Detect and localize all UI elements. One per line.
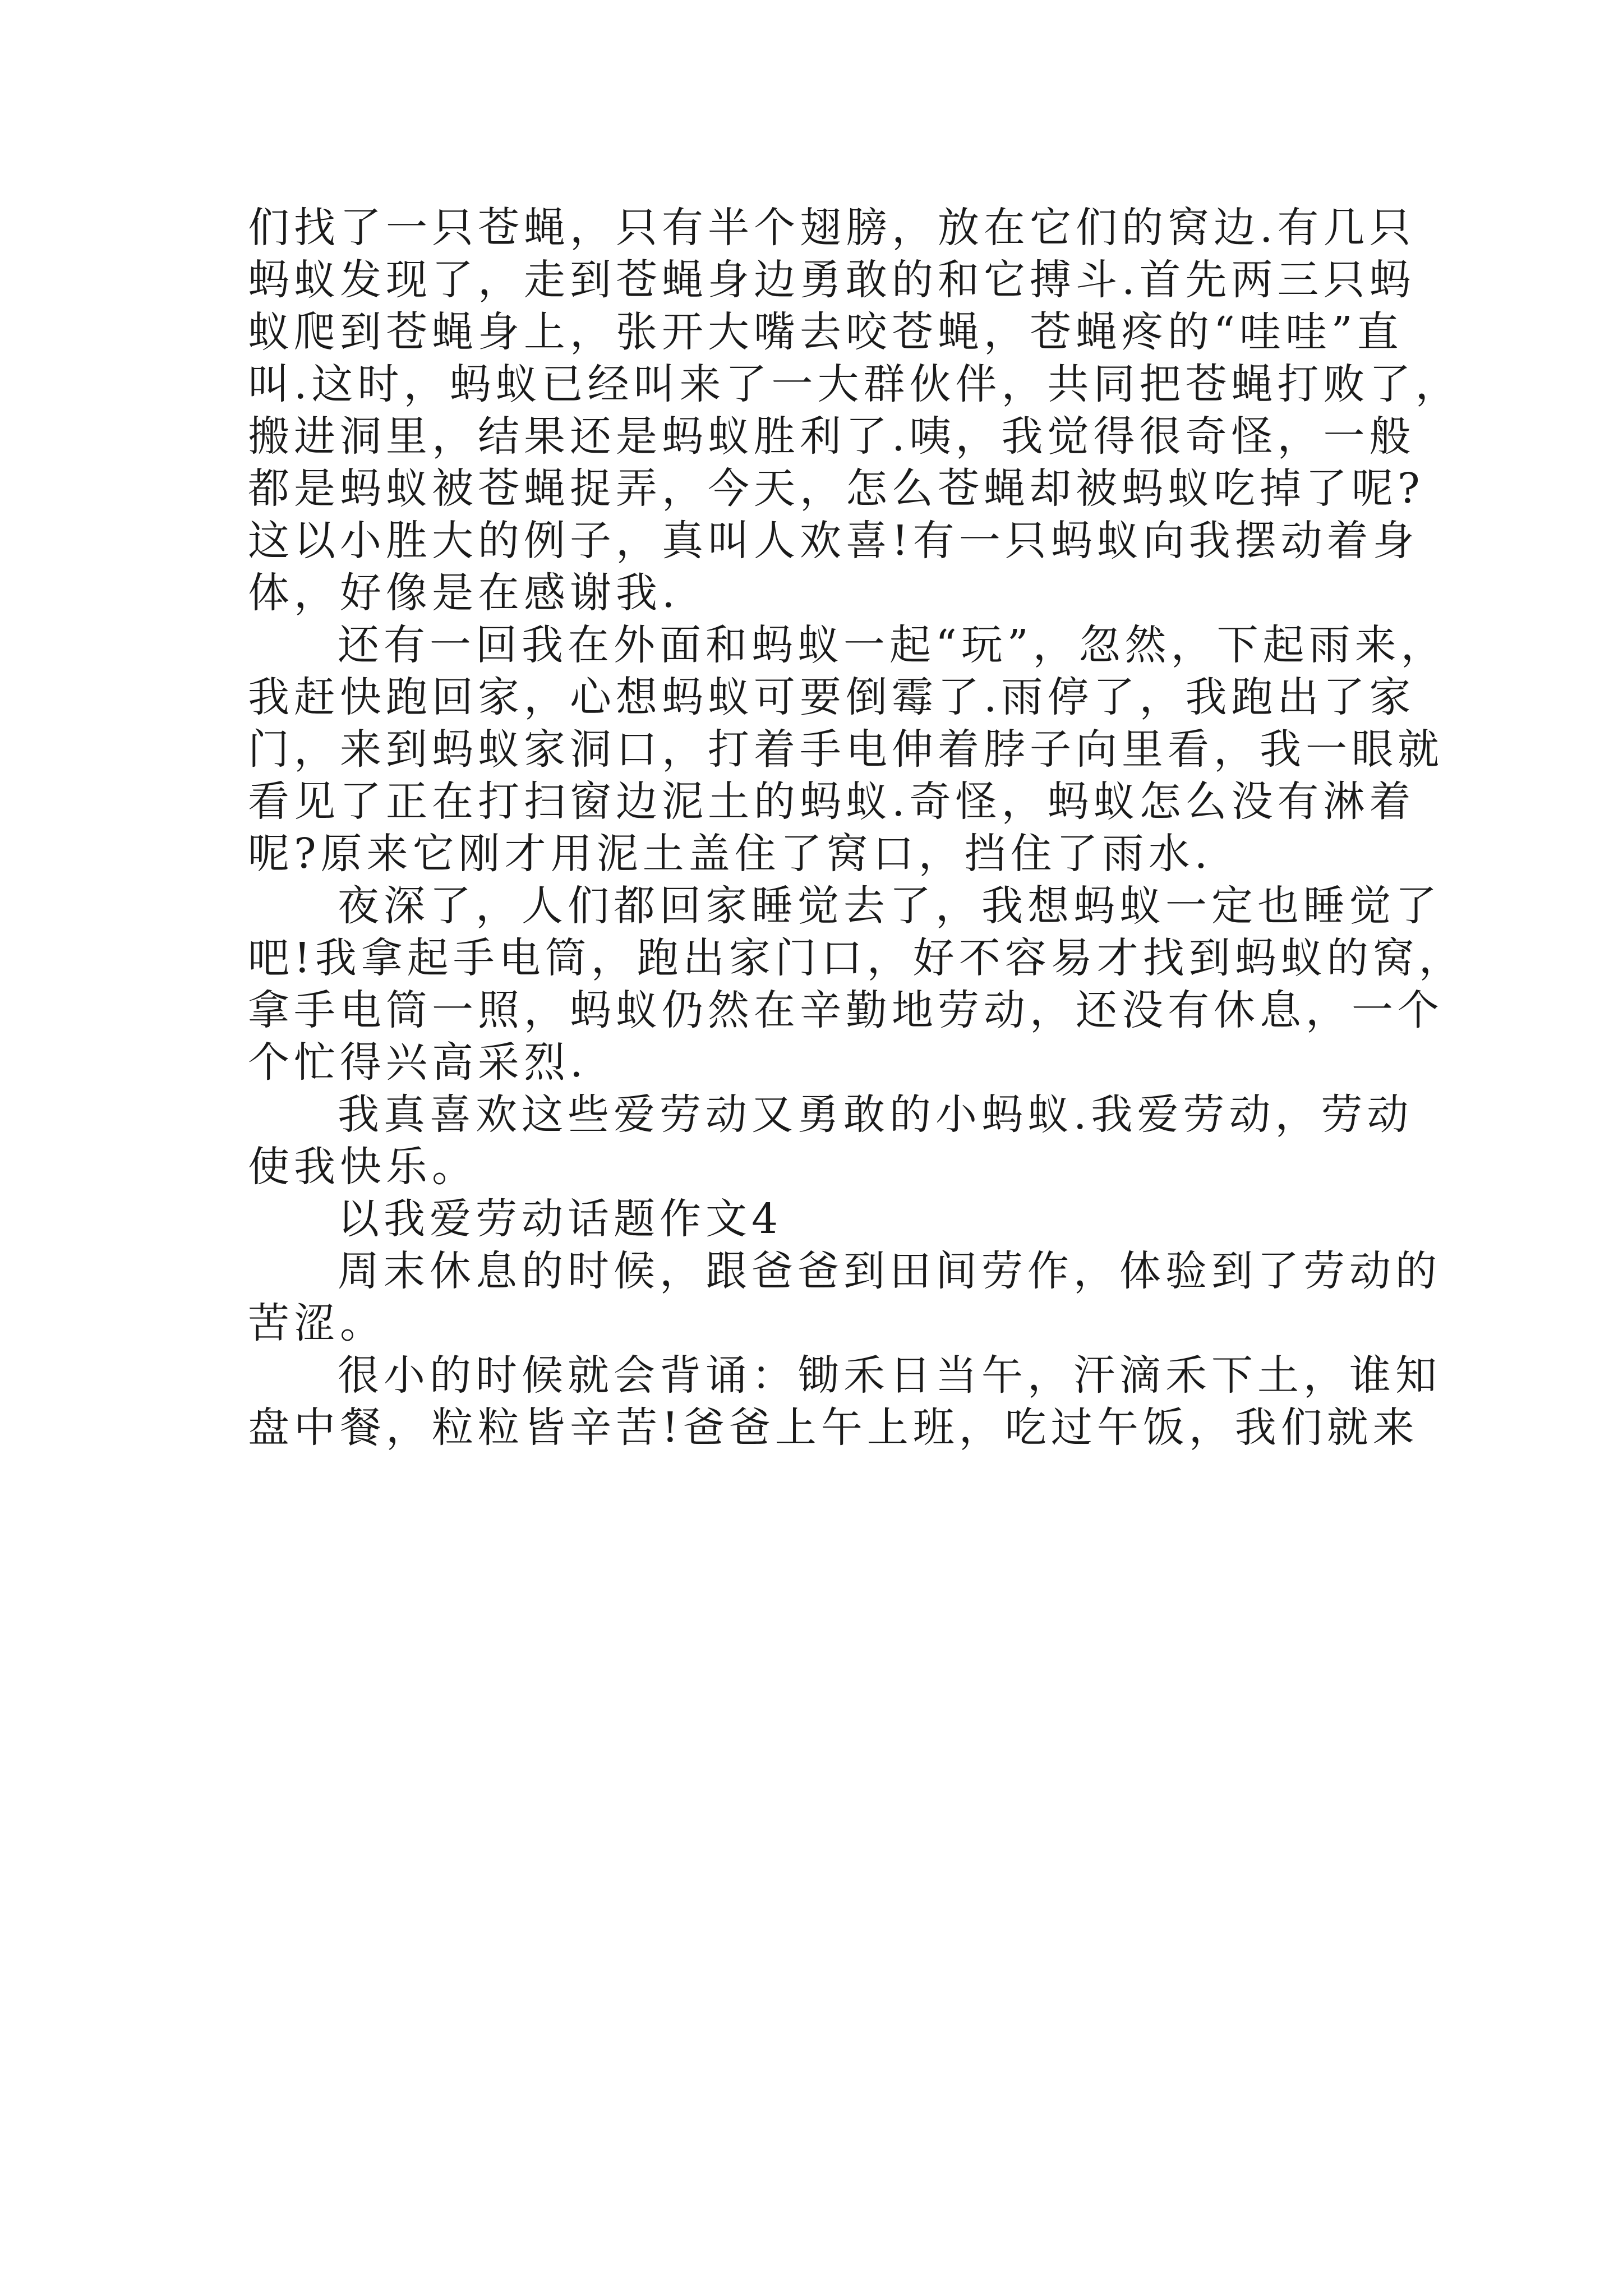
paragraph-first-line: 还有一回我在外面和蚂蚁一起“玩”，忽然，下起雨来， — [338, 621, 1447, 669]
text-line: 我赶快跑回家，心想蚂蚁可要倒霉了.雨停了，我跑出了家 — [248, 673, 1415, 721]
text-line: 盘中餐，粒粒皆辛苦!爸爸上午上班，吃过午饭，我们就来 — [248, 1404, 1419, 1452]
section-heading: 以我爱劳动话题作文4 — [338, 1195, 783, 1243]
text-line: 这以小胜大的例子，真叫人欢喜!有一只蚂蚁向我摆动着身 — [248, 517, 1419, 565]
text-line: 门，来到蚂蚁家洞口，打着手电伸着脖子向里看，我一眼就 — [248, 725, 1444, 774]
text-line: 看见了正在打扫窗边泥土的蚂蚁.奇怪，蚂蚁怎么没有淋着 — [248, 777, 1415, 826]
document-body — [248, 202, 1465, 1454]
text-line: 叫.这时，蚂蚁已经叫来了一大群伙伴，共同把苍蝇打败了， — [248, 360, 1461, 408]
text-line: 蚁爬到苍蝇身上，张开大嘴去咬苍蝇，苍蝇疼的“哇哇”直 — [248, 308, 1403, 356]
text-line: 们找了一只苍蝇，只有半个翅膀，放在它们的窝边.有几只 — [248, 204, 1415, 252]
text-line: 体，好像是在感谢我. — [248, 569, 680, 617]
text-line: 个忙得兴高采烈. — [248, 1038, 588, 1087]
text-line: 吧!我拿起手电筒，跑出家门口，好不容易才找到蚂蚁的窝， — [248, 934, 1465, 982]
paragraph-first-line: 我真喜欢这些爱劳动又勇敢的小蚂蚁.我爱劳动，劳动 — [338, 1091, 1413, 1139]
paragraph-first-line: 夜深了，人们都回家睡觉去了，我想蚂蚁一定也睡觉了 — [338, 882, 1441, 930]
text-line: 搬进洞里，结果还是蚂蚁胜利了.咦，我觉得很奇怪，一般 — [248, 412, 1415, 461]
text-line: 都是蚂蚁被苍蝇捉弄，今天，怎么苍蝇却被蚂蚁吃掉了呢? — [248, 464, 1424, 513]
paragraph-first-line: 很小的时候就会背诵：锄禾日当午，汗滴禾下土，谁知 — [338, 1351, 1441, 1400]
text-line: 拿手电筒一照，蚂蚁仍然在辛勤地劳动，还没有休息，一个 — [248, 986, 1444, 1034]
text-line: 蚂蚁发现了，走到苍蝇身边勇敢的和它搏斗.首先两三只蚂 — [248, 256, 1415, 304]
text-line: 呢?原来它刚才用泥土盖住了窝口，挡住了雨水. — [248, 830, 1212, 878]
text-line: 使我快乐。 — [248, 1143, 478, 1191]
text-line: 苦涩。 — [248, 1299, 386, 1347]
paragraph-first-line: 周末休息的时候，跟爸爸到田间劳作，体验到了劳动的 — [338, 1247, 1441, 1295]
